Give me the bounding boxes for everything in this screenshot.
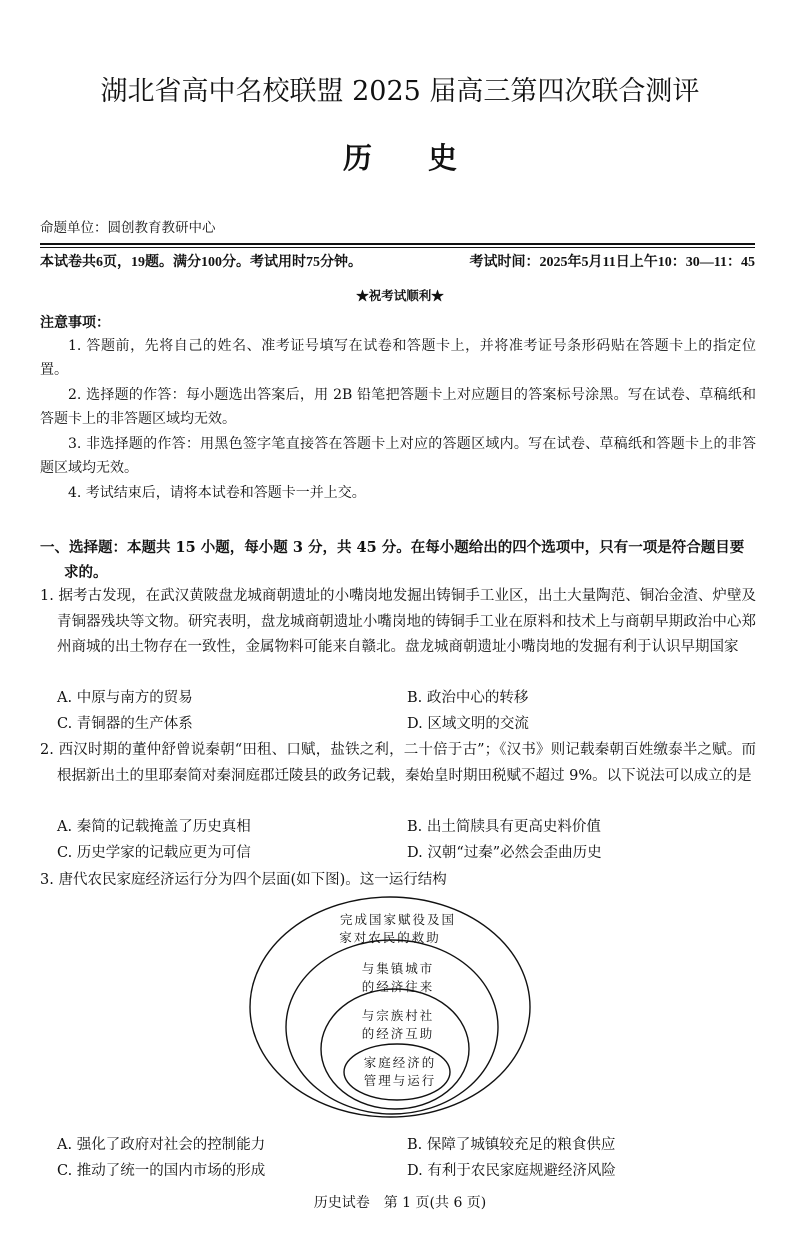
ellipse-layer-4	[344, 1044, 450, 1100]
question-3-option-a[interactable]: A. 强化了政府对社会的控制能力	[57, 1137, 266, 1153]
question-3-stem: 3. 唐代农民家庭经济运行分为四个层面(如下图)。这一运行结构	[40, 872, 447, 888]
question-1-option-b[interactable]: B. 政治中心的转移	[407, 690, 529, 706]
question-2-stem: 2. 西汉时期的董仲舒曾说秦朝“田租、口赋，盐铁之利，二十倍于古”；《汉书》则记载秦朝百姓缴泰半之赋。而根据新出土的里耶秦简对秦洞庭郡迁陵县的政务记载，秦始皇时期田税赋不超过 9%。以下说法可以成立的是	[40, 742, 756, 784]
question-2-option-b[interactable]: B. 出土简牍具有更高史料价值	[407, 819, 601, 835]
layer-3-label-line2: 的经济互助	[361, 1026, 435, 1041]
question-1-option-d[interactable]: D. 区域文明的交流	[407, 715, 529, 732]
notes-title: 注意事项：	[40, 315, 110, 331]
question-1-option-a[interactable]: A. 中原与南方的贸易	[57, 690, 193, 706]
footer-subject: 历史试卷	[313, 1195, 370, 1211]
nested-ellipse-diagram	[240, 895, 550, 1130]
blessing: ★祝考试顺利★	[356, 288, 444, 303]
ellipse-layer-3	[321, 989, 469, 1109]
exam-title: 湖北省高中名校联盟 2025 届高三第四次联合测评	[100, 76, 700, 107]
exam-info: 本试卷共6页，19题。满分100分。考试用时75分钟。	[40, 255, 362, 270]
note-item-1: 1. 答题前，先将自己的姓名、准考证号填写在试卷和答题卡上，并将准考证号条形码贴在答题卡上的指定位置。	[40, 338, 756, 379]
note-item-4: 4. 考试结束后，请将本试卷和答题卡一并上交。	[68, 485, 366, 501]
layer-3-label-line1: 与宗族村社	[361, 1008, 435, 1023]
layer-2-label-line1: 与集镇城市	[361, 961, 435, 976]
layer-1-label-line2: 家对农民的救助	[339, 930, 441, 945]
note-item-3: 3. 非选择题的作答：用黑色签字笔直接答在答题卡上对应的答题区域内。写在试卷、草稿纸和答题卡上的非答题区域均无效。	[40, 436, 756, 477]
layer-2-label-line2: 的经济往来	[361, 979, 435, 994]
header-rule-thin	[40, 247, 755, 248]
question-3-options	[57, 1133, 757, 1184]
note-item-2: 2. 选择题的作答：每小题选出答案后，用 2B 铅笔把答题卡上对应题目的答案标号涂黑。写在试卷、草稿纸和答题卡上的非答题区域均无效。	[40, 387, 756, 428]
section-heading	[40, 535, 756, 585]
question-2-option-c[interactable]: C. 历史学家的记载应更为可信	[57, 844, 251, 861]
question-3-option-b[interactable]: B. 保障了城镇较充足的粮食供应	[407, 1137, 616, 1153]
layer-4-label-line1: 家庭经济的	[363, 1055, 437, 1070]
subject-title	[0, 140, 800, 176]
question-1-option-c[interactable]: C. 青铜器的生产体系	[57, 715, 193, 732]
section-heading-line1: 一、选择题：本题共 15 小题，每小题 3 分，共 45 分。在每小题给出的四个选项中，只有一项是符合题目要	[40, 539, 745, 556]
question-3-option-c[interactable]: C. 推动了统一的国内市场的形成	[57, 1162, 266, 1179]
exam-time: 考试时间：2025年5月11日上午10：30—11：45	[469, 255, 755, 270]
footer-page-number: 第 1 页(共 6 页)	[383, 1195, 487, 1211]
question-2-options	[57, 815, 757, 866]
layer-1-label-line1: 完成国家赋役及国	[339, 912, 457, 927]
page-footer	[0, 1193, 800, 1213]
subject-char-1: 历	[342, 141, 372, 175]
author-line: 命题单位：圆创教育教研中心	[40, 220, 216, 236]
question-1-stem: 1. 据考古发现，在武汉黄陂盘龙城商朝遗址的小嘴岗地发掘出铸铜手工业区，出土大量陶范、铜冶金渣、炉壁及青铜器残块等文物。研究表明，盘龙城商朝遗址小嘴岗地的铸铜手工业在原料和技术上与商朝早期政治中心郑州商城的出土物存在一致性，金属物料可能来自赣北。盘龙城商朝遗址小嘴岗地的发掘有利于认识早期国家	[40, 588, 756, 656]
layer-4-label-line2: 管理与运行	[363, 1073, 437, 1088]
question-2-option-d[interactable]: D. 汉朝“过秦”必然会歪曲历史	[407, 844, 602, 861]
question-3-option-d[interactable]: D. 有利于农民家庭规避经济风险	[407, 1162, 616, 1179]
header-rule-thick	[40, 243, 755, 245]
section-heading-line2: 求的。	[64, 564, 108, 581]
subject-char-2: 史	[428, 141, 458, 175]
question-2-option-a[interactable]: A. 秦简的记载掩盖了历史真相	[57, 819, 251, 835]
question-1-options	[57, 686, 757, 737]
